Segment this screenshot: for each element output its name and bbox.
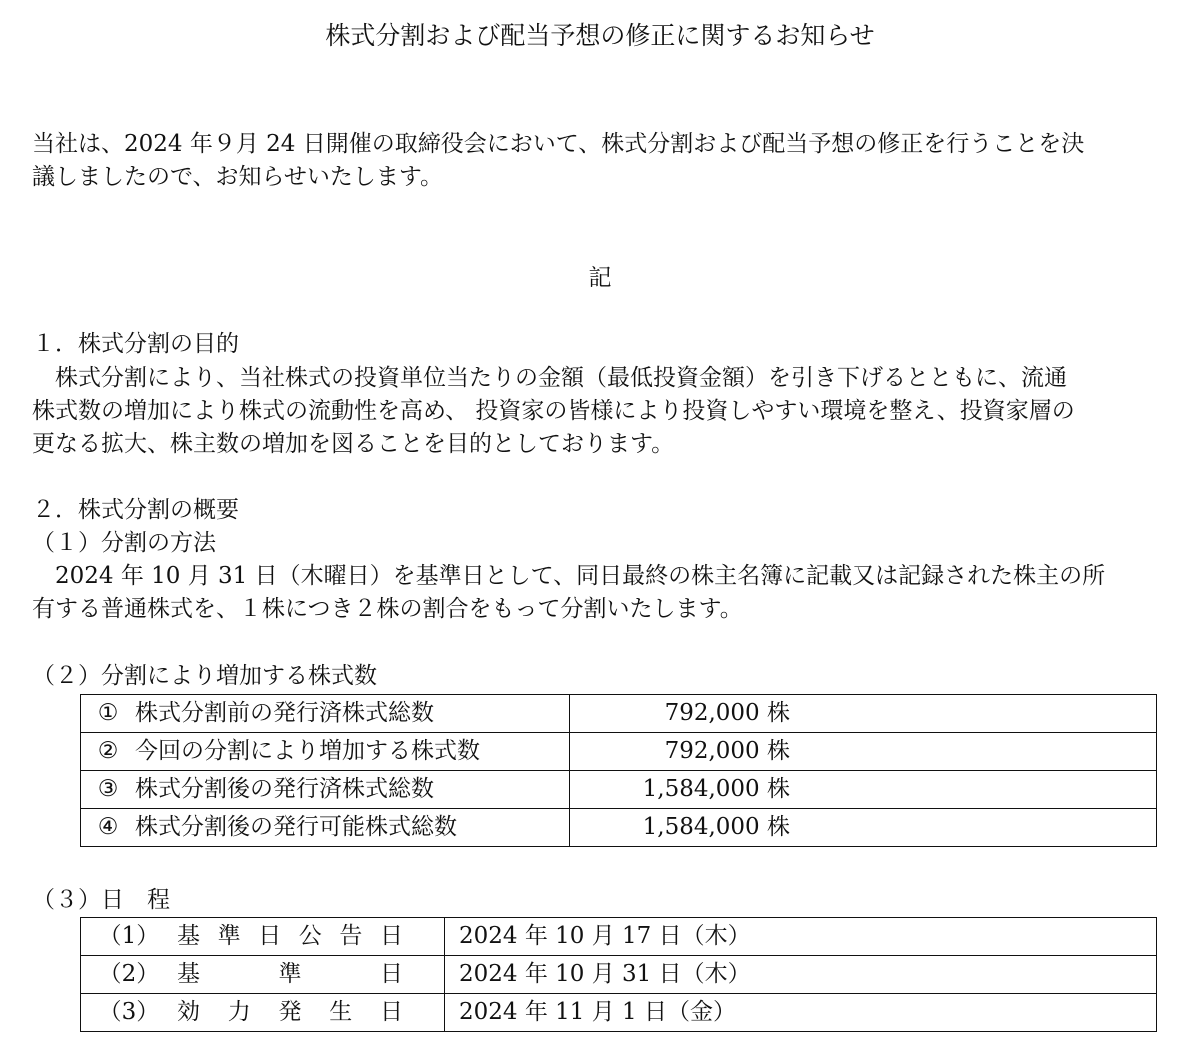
section1-line-1: 株式分割により、当社株式の投資単位当たりの金額（最低投資金額）を引き下げるとともに、流通 [55, 365, 1067, 391]
section2-heading: ２．株式分割の概要 [32, 497, 239, 523]
table-row [81, 994, 1157, 1032]
sub2-heading: （２）分割により増加する株式数 [32, 663, 377, 689]
schedule-item-number: （3） [98, 999, 160, 1025]
table-row [81, 695, 1157, 733]
schedule-item-date: 2024 年 11 月 1 日（金） [445, 994, 1157, 1032]
sub3-heading: （３）日 程 [32, 887, 170, 913]
schedule-item-date: 2024 年 10 月 31 日（木） [445, 956, 1157, 994]
row-number: ① [97, 700, 119, 726]
sub1-line-1: 2024 年 10 月 31 日（木曜日）を基準日として、同日最終の株主名簿に記載又は記録された株主の所 [55, 563, 1106, 589]
row-value: 792,000 株 [570, 695, 1157, 733]
row-label: 今回の分割により増加する株式数 [135, 738, 480, 764]
row-value: 792,000 株 [570, 733, 1157, 771]
row-label: 株式分割後の発行可能株式総数 [135, 814, 457, 840]
row-value: 1,584,000 株 [570, 809, 1157, 847]
row-label: 株式分割後の発行済株式総数 [135, 776, 434, 802]
table-row [81, 733, 1157, 771]
section1-heading: １．株式分割の目的 [32, 331, 239, 357]
table-row [81, 771, 1157, 809]
intro-line-2: 議しましたので、お知らせいたします。 [32, 164, 444, 190]
schedule-item-number: （2） [98, 961, 160, 987]
schedule-table [80, 917, 1157, 1032]
sub1-paragraph [32, 560, 1162, 626]
document-title: 株式分割および配当予想の修正に関するお知らせ [325, 21, 875, 50]
intro-line-1: 当社は、2024 年９月 24 日開催の取締役会において、株式分割および配当予想の修正を行うことを決 [32, 131, 1085, 157]
schedule-item-label: 基準日 [177, 961, 403, 987]
section1-line-3: 更なる拡大、株主数の増加を図ることを目的としております。 [32, 431, 675, 457]
schedule-item-label: 効力発生日 [177, 999, 403, 1025]
shares-table [80, 694, 1157, 847]
schedule-item-label: 基準日公告日 [177, 923, 403, 949]
ki-heading: 記 [588, 265, 612, 291]
sub1-line-2: 有する普通株式を、１株につき２株の割合をもって分割いたします。 [32, 596, 743, 622]
row-number: ③ [97, 776, 119, 802]
section1-paragraph [32, 362, 1162, 461]
section1-line-2: 株式数の増加により株式の流動性を高め、 投資家の皆様により投資しやすい環境を整え、投資家層の [32, 398, 1075, 424]
table-row [81, 918, 1157, 956]
row-number: ② [97, 738, 119, 764]
schedule-item-number: （1） [98, 923, 160, 949]
row-label: 株式分割前の発行済株式総数 [135, 700, 434, 726]
table-row [81, 956, 1157, 994]
sub1-heading: （１）分割の方法 [32, 530, 216, 556]
intro-paragraph [32, 128, 1162, 194]
row-value: 1,584,000 株 [570, 771, 1157, 809]
row-number: ④ [97, 814, 119, 840]
table-row [81, 809, 1157, 847]
schedule-item-date: 2024 年 10 月 17 日（木） [445, 918, 1157, 956]
